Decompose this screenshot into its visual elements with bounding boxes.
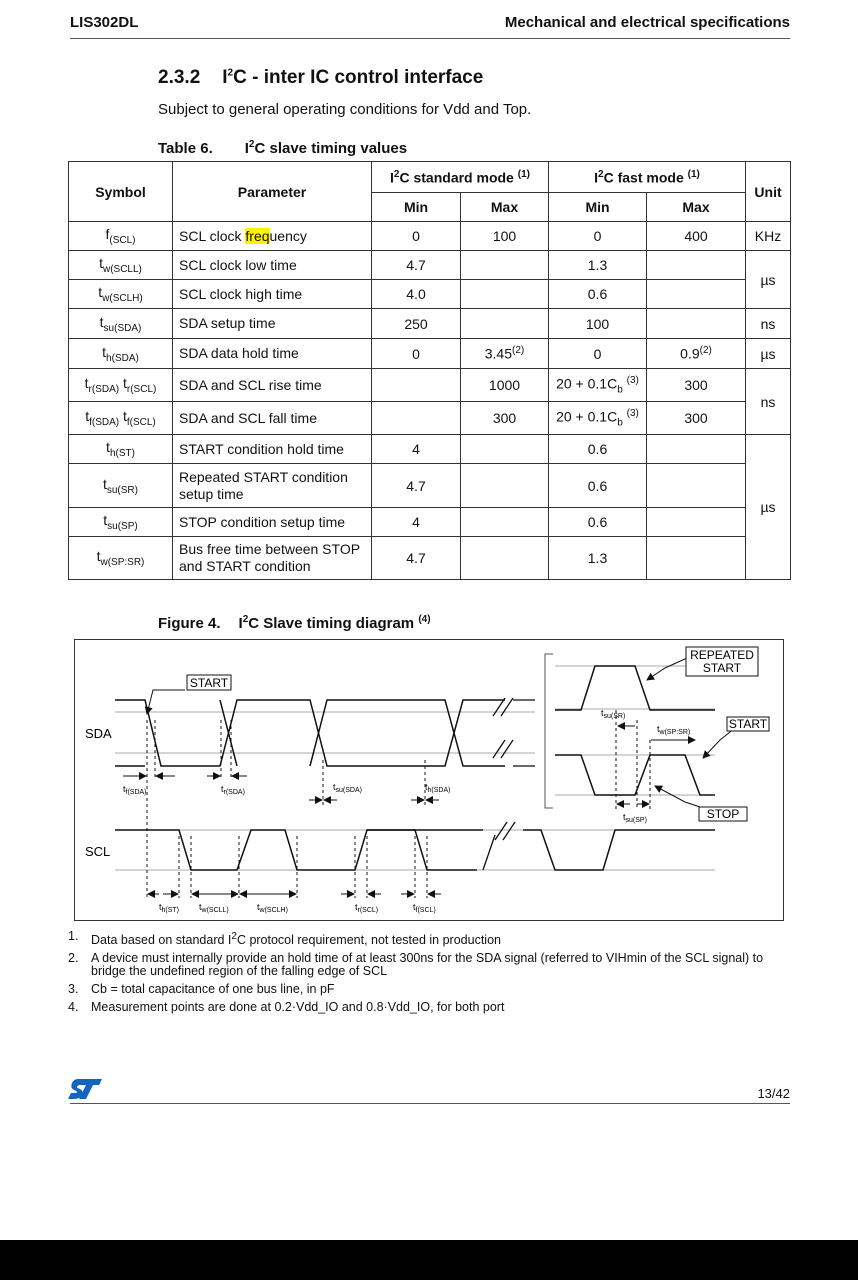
- note-text: [91, 930, 501, 947]
- std-max-cell: [461, 339, 549, 369]
- sym: t: [98, 284, 103, 301]
- caption-sup: 2: [248, 139, 255, 150]
- std-sup: 2: [393, 168, 400, 180]
- t: t: [425, 782, 428, 792]
- sym-sub: w(SCLH): [102, 292, 143, 304]
- val-sup: (2): [699, 345, 712, 357]
- section-subtitle: Subject to general operating conditions for Vdd and Top.: [158, 101, 532, 118]
- fast-min-cell: 1.3: [549, 251, 647, 280]
- table-label: Table 6.: [158, 140, 213, 157]
- table-row: [69, 369, 791, 402]
- fig-i: I: [238, 615, 243, 632]
- fast-min-cell: 0.6: [549, 435, 647, 464]
- inset-bracket: [545, 654, 553, 808]
- stop-box: [699, 807, 747, 821]
- std-min-cell: 4: [372, 435, 461, 464]
- header-std-max: Max: [461, 193, 549, 222]
- unit-cell: KHz: [746, 222, 791, 251]
- note-number: 1.: [68, 929, 79, 943]
- timing-table: [68, 161, 791, 580]
- std-max-cell: [461, 309, 549, 339]
- std-max-cell: 100: [461, 222, 549, 251]
- start2-box: [727, 717, 769, 731]
- label-sub: su(SDA): [335, 787, 362, 794]
- fig-sup: 2: [242, 614, 249, 625]
- parameter-cell: SDA data hold time: [173, 339, 372, 369]
- timing-diagram: [74, 639, 784, 921]
- label-sub: w(SCLL): [201, 907, 229, 914]
- std-min-cell: 0: [372, 339, 461, 369]
- parameter-cell: START condition hold time: [173, 435, 372, 464]
- fast-i: I: [594, 169, 599, 186]
- label-tw-sclh: [257, 902, 288, 914]
- table-row: [69, 339, 791, 369]
- sym: t: [99, 255, 103, 272]
- label-tr-scl: [355, 902, 378, 914]
- t: t: [623, 812, 626, 822]
- header-rule: [70, 38, 790, 39]
- sym-sub: f(SDA): [89, 416, 120, 428]
- label-tw-sp-sr: [657, 724, 690, 736]
- label-tsu-sda: [333, 782, 362, 794]
- fast-max-cell: [647, 537, 746, 580]
- std-min-cell: 4: [372, 508, 461, 537]
- figure-label: Figure 4.: [158, 615, 221, 632]
- symbol-cell: [69, 339, 173, 369]
- timing-diagram-svg: [75, 640, 783, 920]
- t: t: [333, 782, 336, 792]
- label-tr-sda: [221, 784, 245, 796]
- repeated-line1: REPEATED: [690, 648, 754, 662]
- label-sub: w(SCLH): [259, 907, 288, 914]
- fast-max-cell: [647, 309, 746, 339]
- fast-max-cell: [647, 339, 746, 369]
- header-fast-mode: [549, 162, 746, 193]
- header-parameter: Parameter: [173, 162, 372, 222]
- t: t: [257, 902, 260, 912]
- table-row: [69, 280, 791, 309]
- unit-cell: µs: [746, 251, 791, 309]
- sda-label: SDA: [85, 726, 112, 741]
- std-note: (1): [517, 168, 530, 180]
- fast-max-cell: 300: [647, 369, 746, 402]
- start-box: [187, 675, 231, 690]
- caption-text: C slave timing values: [254, 140, 408, 157]
- fast-min-cell: 0: [549, 339, 647, 369]
- sym: t: [102, 475, 107, 492]
- sym-sub: w(SP:SR): [100, 556, 145, 568]
- section-title: [158, 67, 483, 89]
- caption-i: I: [244, 140, 249, 157]
- fig-text: C Slave timing diagram: [248, 615, 415, 632]
- sym: t: [106, 439, 110, 456]
- note-text: A device must internally provide an hold time of at least 300ns for the SDA signal (referred to VIHmin of the SCL signal) to bridge the undefined region of the falling edge of SCL: [91, 951, 764, 979]
- label-tsu-sp: [623, 812, 647, 824]
- footnote-4: [68, 1001, 790, 1014]
- header-std-mode: [372, 162, 549, 193]
- label-sub: r(SDA): [223, 789, 245, 796]
- st-logo-icon: [68, 1077, 104, 1106]
- fast-max-cell: 300: [647, 402, 746, 435]
- sym2: t: [122, 408, 127, 425]
- table-row: [69, 508, 791, 537]
- sym2-sub: r(SCL): [126, 383, 157, 395]
- param-post: uency: [269, 227, 307, 244]
- title-text: C - inter IC control interface: [233, 67, 484, 88]
- label-th-sda: [425, 782, 450, 794]
- header-fast-max: Max: [647, 193, 746, 222]
- sda-waveform: [115, 700, 505, 766]
- parameter-cell: [173, 222, 372, 251]
- symbol-cell: [69, 508, 173, 537]
- table-row: [69, 222, 791, 251]
- sym: t: [84, 375, 89, 392]
- fast-max-cell: [647, 435, 746, 464]
- param-line2: and START condition: [179, 558, 311, 574]
- sym-sub: w(SCLL): [102, 263, 142, 275]
- std-i: I: [390, 169, 394, 186]
- reference-lines: [115, 666, 715, 870]
- t: t: [159, 902, 162, 912]
- parameter-cell: STOP condition setup time: [173, 508, 372, 537]
- label-sub: f(SCL): [415, 907, 436, 914]
- repeated-start-box: [686, 647, 758, 676]
- table-row: [69, 309, 791, 339]
- symbol-cell: [69, 280, 173, 309]
- table-row: [69, 251, 791, 280]
- fast-min-cell: 0: [549, 222, 647, 251]
- parameter-cell: SCL clock high time: [173, 280, 372, 309]
- sym: t: [103, 512, 108, 529]
- parameter-cell: SDA and SCL fall time: [173, 402, 372, 435]
- symbol-cell: [69, 369, 173, 402]
- fast-min-cell: 0.6: [549, 508, 647, 537]
- sym: t: [96, 548, 101, 565]
- std-min-cell: [372, 402, 461, 435]
- label-tw-scll: [199, 902, 229, 914]
- header-fast-min: Min: [549, 193, 647, 222]
- fast-min-cell: [549, 402, 647, 435]
- header-symbol: Symbol: [69, 162, 173, 222]
- sym-sub: h(SDA): [106, 352, 139, 364]
- std-min-cell: 4.7: [372, 537, 461, 580]
- t: t: [657, 724, 660, 734]
- symbol-cell: [69, 309, 173, 339]
- doc-id: LIS302DL: [70, 14, 139, 31]
- sym: t: [99, 313, 104, 330]
- footnote-3: [68, 983, 790, 996]
- table-row: [69, 537, 791, 580]
- table-row: [69, 464, 791, 508]
- parameter-cell: [173, 464, 372, 508]
- std-max-cell: [461, 435, 549, 464]
- std-min-cell: 4.0: [372, 280, 461, 309]
- param-highlight: freq: [245, 227, 270, 244]
- symbol-cell: [69, 435, 173, 464]
- page-number: 13/42: [757, 1086, 790, 1101]
- label-tf-scl: [413, 902, 436, 914]
- symbol-cell: [69, 222, 173, 251]
- fast-min-cell: 0.6: [549, 280, 647, 309]
- std-min-cell: 250: [372, 309, 461, 339]
- std-min-cell: 0: [372, 222, 461, 251]
- section-header: Mechanical and electrical specifications: [504, 14, 790, 31]
- note-post: C protocol requirement, not tested in production: [236, 933, 501, 948]
- timing-labels: [123, 708, 690, 914]
- bottom-bar: [0, 1240, 858, 1280]
- start-box-text: START: [189, 676, 229, 690]
- val: 20 + 0.1C: [556, 375, 618, 392]
- val-sup: (2): [512, 345, 525, 357]
- symbol-cell: [69, 251, 173, 280]
- unit-cell: ns: [746, 309, 791, 339]
- footnote-1: [68, 930, 790, 947]
- fast-max-cell: [647, 280, 746, 309]
- note-sup: 2: [231, 931, 237, 942]
- note-text: Cb = total capacitance of one bus line, in pF: [91, 982, 335, 997]
- footnote-2: [68, 952, 790, 978]
- fig-note: (4): [418, 614, 431, 625]
- note-number: 2.: [68, 951, 79, 966]
- header-std-min: Min: [372, 193, 461, 222]
- val-sup: (3): [626, 374, 639, 386]
- footnotes: [68, 930, 790, 1019]
- sym-sub: su(SP): [107, 520, 138, 532]
- sym-sub: h(ST): [109, 447, 135, 459]
- val: 3.45: [484, 345, 512, 362]
- unit-cell: µs: [746, 435, 791, 580]
- val: 20 + 0.1C: [556, 408, 618, 425]
- std-min-cell: [372, 369, 461, 402]
- parameter-cell: [173, 537, 372, 580]
- label-th-st: [159, 902, 179, 914]
- val-sub: b: [617, 417, 623, 429]
- sda-break-marks: [493, 698, 535, 766]
- val: 0.9: [680, 345, 700, 362]
- fast-max-cell: [647, 508, 746, 537]
- unit-cell: ns: [746, 369, 791, 435]
- t: t: [413, 902, 416, 912]
- note-text: Measurement points are done at 0.2·Vdd_IO and 0.8·Vdd_IO, for both port: [91, 1000, 505, 1015]
- std-max-cell: 300: [461, 402, 549, 435]
- sym-sub: su(SR): [106, 484, 138, 496]
- fast-text: C fast mode: [603, 169, 684, 186]
- std-max-cell: [461, 508, 549, 537]
- label-sub: su(SP): [625, 817, 647, 824]
- figure-caption: [158, 614, 431, 632]
- unit-cell: µs: [746, 339, 791, 369]
- param-pre: SCL clock: [179, 227, 246, 244]
- repeated-line2: START: [702, 661, 742, 675]
- std-min-cell: 4.7: [372, 251, 461, 280]
- fast-min-cell: 1.3: [549, 537, 647, 580]
- header-unit: Unit: [746, 162, 791, 222]
- label-tf-sda: [123, 784, 147, 796]
- sym: t: [102, 343, 107, 360]
- fast-min-cell: [549, 369, 647, 402]
- fast-max-cell: 400: [647, 222, 746, 251]
- table-row: [69, 402, 791, 435]
- timing-arrows: [123, 726, 695, 894]
- scl-break-marks: [483, 822, 515, 870]
- sym2: t: [123, 375, 127, 392]
- table-caption: [158, 139, 407, 157]
- inset-waveforms: [555, 666, 715, 795]
- std-min-cell: 4.7: [372, 464, 461, 508]
- val-sup: (3): [626, 407, 639, 419]
- t: t: [199, 902, 202, 912]
- title-i: I: [222, 67, 228, 88]
- std-max-cell: [461, 537, 549, 580]
- note-pre: Data based on standard I: [91, 933, 232, 948]
- val-sub: b: [617, 384, 623, 396]
- note-number: 3.: [68, 982, 79, 997]
- stop-box-text: STOP: [706, 807, 740, 821]
- t: t: [355, 902, 358, 912]
- fast-sup: 2: [598, 168, 604, 180]
- std-text: C standard mode: [399, 169, 514, 186]
- footer-rule: [70, 1103, 790, 1104]
- fast-min-cell: 100: [549, 309, 647, 339]
- fast-min-cell: 0.6: [549, 464, 647, 508]
- std-max-cell: 1000: [461, 369, 549, 402]
- scl-label: SCL: [85, 844, 111, 859]
- sym: t: [85, 408, 90, 425]
- label-sub: f(SDA): [125, 789, 147, 796]
- std-max-cell: [461, 464, 549, 508]
- sym: f: [105, 226, 110, 243]
- param-line1: Repeated START condition: [179, 468, 348, 485]
- parameter-cell: SCL clock low time: [173, 251, 372, 280]
- label-sub: su(SR): [603, 713, 626, 720]
- label-sub: h(ST): [161, 907, 180, 914]
- t: t: [221, 784, 224, 794]
- parameter-cell: SDA and SCL rise time: [173, 369, 372, 402]
- symbol-cell: [69, 464, 173, 508]
- fast-max-cell: [647, 251, 746, 280]
- symbol-cell: [69, 402, 173, 435]
- start2-box-text: START: [728, 717, 768, 731]
- fast-note: (1): [687, 168, 700, 180]
- t: t: [123, 784, 126, 794]
- label-tsu-sr: [601, 708, 625, 720]
- t: t: [601, 708, 604, 718]
- label-sub: h(SDA): [427, 787, 451, 794]
- section-number: 2.3.2: [158, 67, 201, 88]
- sym-sub: (SCL): [109, 234, 136, 246]
- sym-sub: r(SDA): [88, 383, 120, 395]
- note-number: 4.: [68, 1000, 79, 1015]
- std-max-cell: [461, 280, 549, 309]
- sym2-sub: f(SCL): [126, 416, 156, 428]
- parameter-cell: SDA setup time: [173, 309, 372, 339]
- param-line1: Bus free time between STOP: [179, 541, 361, 557]
- table-row: [69, 435, 791, 464]
- sym-sub: su(SDA): [103, 322, 142, 334]
- std-max-cell: [461, 251, 549, 280]
- symbol-cell: [69, 537, 173, 580]
- label-sub: r(SCL): [357, 907, 379, 914]
- param-line2: setup time: [179, 485, 244, 502]
- fast-max-cell: [647, 464, 746, 508]
- title-sup: 2: [227, 67, 234, 79]
- label-sub: w(SP:SR): [659, 729, 691, 736]
